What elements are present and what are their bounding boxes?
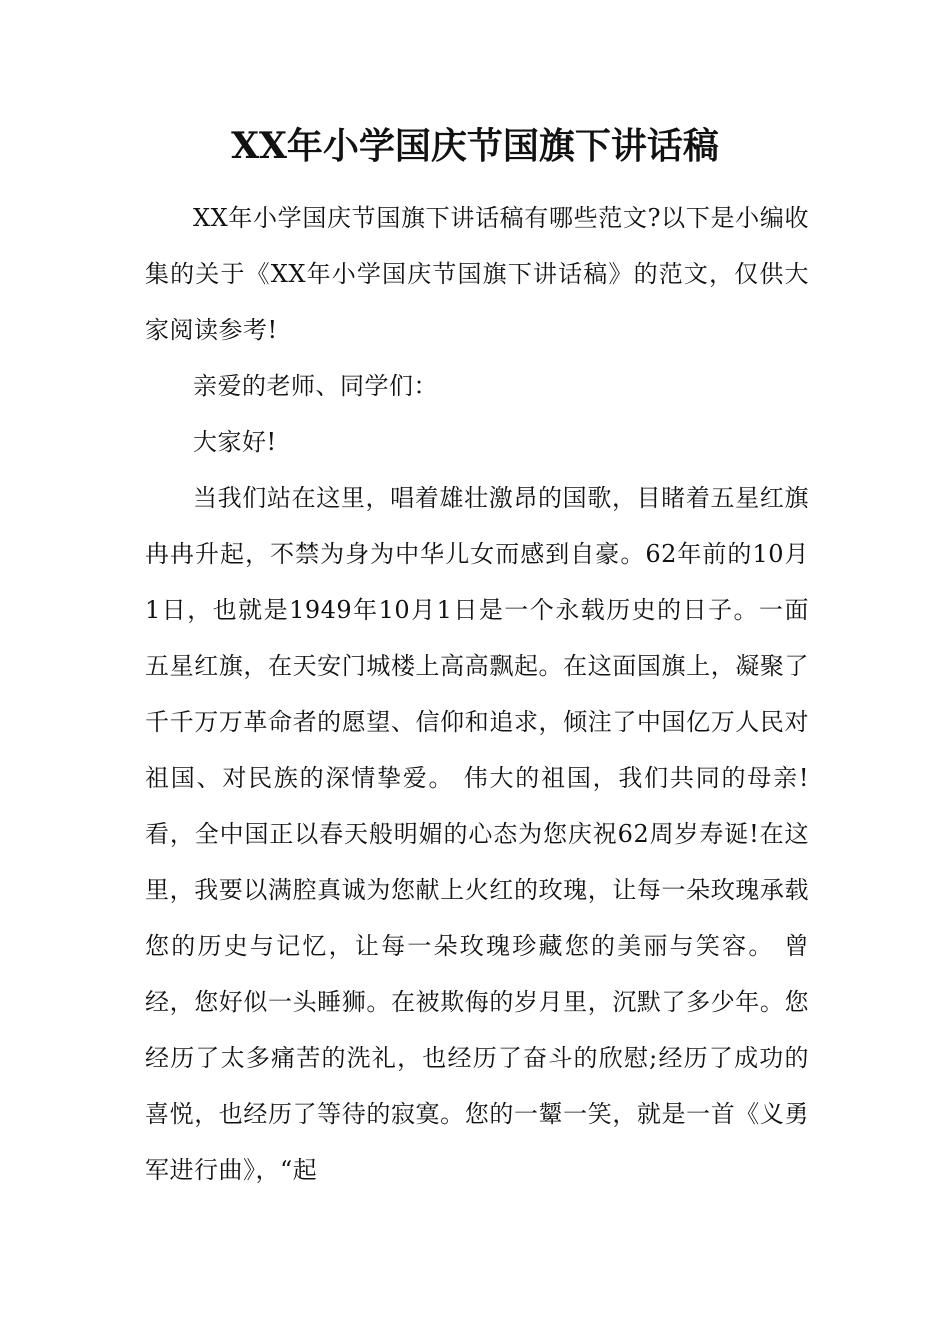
document-title: XX年小学国庆节国旗下讲话稿: [231, 125, 719, 167]
speech-body-paragraph: 当我们站在这里，唱着雄壮激昂的国歌，目睹着五星红旗冉冉升起，不禁为身为中华儿女而感到自豪。62年前的10月1日，也就是1949年10月1日是一个永载历史的日子。一面五星红旗，在天安门城楼上高高飘起。在这面国旗上，凝聚了千千万万革命者的愿望、信仰和追求，倾注了中国亿万人民对祖国、对民族的深情挚爱。 伟大的祖国，我们共同的母亲!看，全中国正以春天般明媚的心态为您庆祝62周岁寿诞!在这里，我要以满腔真诚为您献上火红的玫瑰，让每一朵玫瑰承载您的历史与记忆，让每一朵玫瑰珍藏您的美丽与笑容。 曾经，您好似一头睡狮。在被欺侮的岁月里，沉默了多少年。您经历了太多痛苦的洗礼，也经历了奋斗的欣慰;经历了成功的喜悦，也经历了等待的寂寞。您的一颦一笑，就是一首《义勇军进行曲》，“起: [145, 484, 809, 1184]
intro-paragraph: XX年小学国庆节国旗下讲话稿有哪些范文?以下是小编收集的关于《XX年小学国庆节国旗下讲话稿》的范文，仅供大家阅读参考!: [145, 204, 809, 344]
greeting-paragraph: 大家好!: [193, 428, 277, 456]
document-body: [145, 190, 809, 1198]
salutation-paragraph: 亲爱的老师、同学们：: [193, 372, 438, 400]
